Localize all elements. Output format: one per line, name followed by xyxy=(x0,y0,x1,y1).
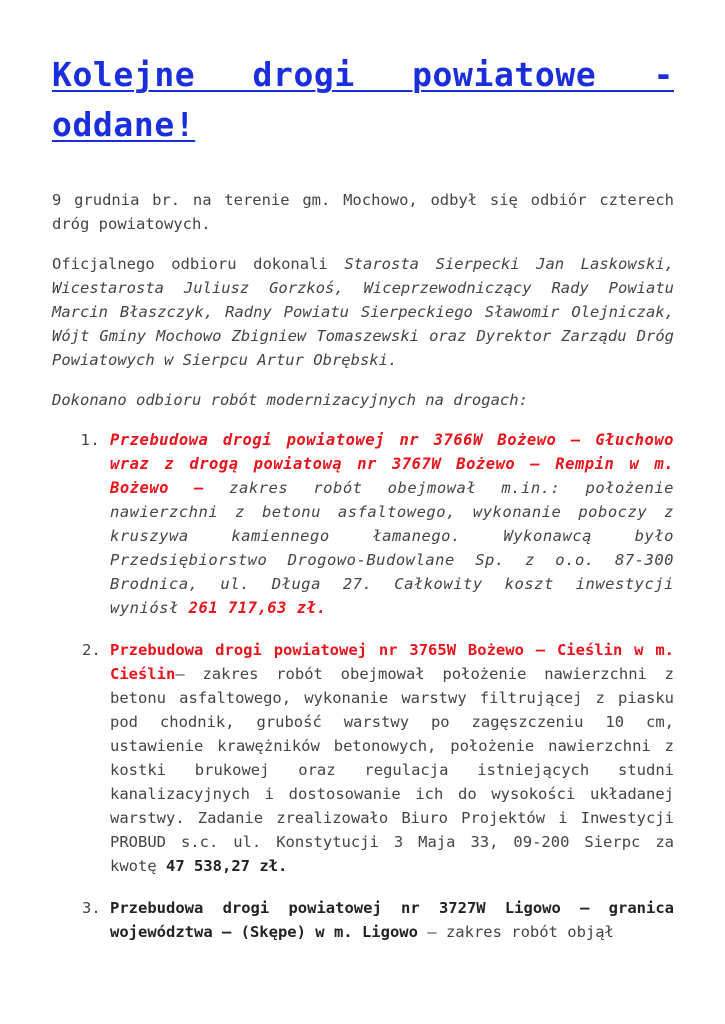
officials-names: Starosta Sierpecki Jan Laskowski, Wicestarosta Juliusz Gorzkoś, Wiceprzewodniczący Rady Powiatu Marcin Błaszczyk, Radny Powiatu Sierpeckiego Sławomir Olejniczak, Wójt Gminy Mochowo Zbigniew Tomaszewski oraz Dyrektor Zarządu Dróg Powiatowych w Sierpcu Artur Obrębski. xyxy=(52,255,675,369)
item-body: zakres robót obejmował m.in.: położenie nawierzchni z betonu asfaltowego, wykonanie poboczy z kruszywa kamiennego łamanego. Wykonawcą było Przedsiębiorstwo Drogowo-Budowlane Sp. z o.o. 87-300 Brodnica, ul. Długa 27. Całkowity koszt inwestycji wyniósł xyxy=(110,479,674,617)
item-amount: 47 538,27 zł. xyxy=(166,857,288,875)
officials-lead: Oficjalnego odbioru dokonali xyxy=(52,255,345,273)
item-title: Przebudowa drogi powiatowej nr 3765W Bożewo – Cieślin w m. Cieślin xyxy=(110,641,674,683)
article xyxy=(52,50,674,962)
item-amount: 261 717,63 zł. xyxy=(188,599,327,617)
item-body: – zakres robót objął xyxy=(417,923,614,941)
list-item xyxy=(110,428,674,620)
article-title xyxy=(52,50,674,150)
article-title-link[interactable]: Kolejne drogi powiatowe - oddane! xyxy=(52,55,674,144)
works-list xyxy=(52,428,674,944)
item-title: Przebudowa drogi powiatowej nr 3766W Bożewo – Głuchowo wraz z drogą powiatową nr 3767W Bożewo – Rempin w m. Bożewo – xyxy=(110,431,674,497)
list-item xyxy=(110,896,674,944)
item-body: – zakres robót obejmował położenie nawierzchni z betonu asfaltowego, wykonanie warstwy filtrującej z piasku pod chodnik, grubość warstwy po zagęszczeniu 10 cm, ustawienie krawężników betonowych, położenie nawierzchni z kostki brukowej oraz regulacja istniejących studni kanalizacyjnych i dostosowanie ich do wysokości układanej warstwy. Zadanie zrealizowało Biuro Projektów i Inwestycji PROBUD s.c. ul. Konstytucji 3 Maja 33, 09-200 Sierpc za kwotę xyxy=(110,665,674,875)
list-item xyxy=(110,638,674,878)
item-title: Przebudowa drogi powiatowej nr 3727W Ligowo – granica województwa – (Skępe) w m. Ligowo xyxy=(110,899,674,941)
intro-paragraph: 9 grudnia br. na terenie gm. Mochowo, odbył się odbiór czterech dróg powiatowych. xyxy=(52,191,674,233)
officials-paragraph xyxy=(52,252,674,372)
works-intro: Dokonano odbioru robót modernizacyjnych na drogach: xyxy=(52,391,528,409)
